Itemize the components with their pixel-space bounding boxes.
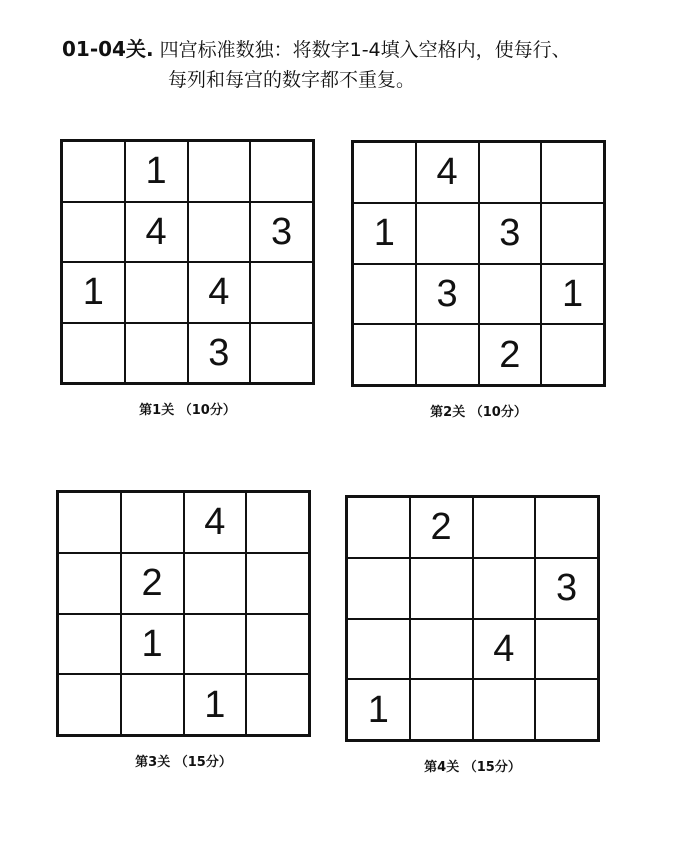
grid-cell[interactable] <box>479 142 542 203</box>
grid-cell[interactable]: 4 <box>473 619 536 680</box>
grid-cell[interactable] <box>416 324 479 385</box>
grid-cell[interactable]: 2 <box>121 553 184 614</box>
grid-cell[interactable] <box>250 323 313 384</box>
grid-cell[interactable] <box>541 142 604 203</box>
grid-cell[interactable] <box>410 619 473 680</box>
grid-cell[interactable]: 2 <box>410 497 473 558</box>
grid-cell[interactable] <box>58 492 121 553</box>
grid-cell[interactable] <box>250 141 313 202</box>
grid-cell[interactable]: 2 <box>479 324 542 385</box>
grid-cell[interactable] <box>479 264 542 325</box>
puzzle-1 <box>60 139 315 418</box>
grid-cell[interactable] <box>353 142 416 203</box>
grid-cell[interactable] <box>250 262 313 323</box>
level-range: 01-04关. <box>62 37 154 61</box>
grid-cell[interactable] <box>541 324 604 385</box>
grid-cell[interactable] <box>184 614 247 675</box>
grid-cell[interactable] <box>246 553 309 614</box>
instructions-line-2 <box>62 65 662 95</box>
grid-cell[interactable]: 1 <box>184 674 247 735</box>
grid-cell[interactable] <box>541 203 604 264</box>
grid-cell[interactable] <box>62 141 125 202</box>
grid-cell[interactable] <box>188 202 251 263</box>
grid-cell[interactable] <box>58 614 121 675</box>
grid-cell[interactable] <box>347 497 410 558</box>
grid-cell[interactable] <box>62 323 125 384</box>
puzzle-caption: 第1关 （10分） <box>139 403 236 418</box>
grid-cell[interactable] <box>246 492 309 553</box>
grid-cell[interactable] <box>535 619 598 680</box>
grid-cell[interactable] <box>246 614 309 675</box>
grid-cell[interactable]: 1 <box>121 614 184 675</box>
grid-cell[interactable] <box>125 262 188 323</box>
grid-cell[interactable] <box>535 497 598 558</box>
grid-cell[interactable]: 3 <box>188 323 251 384</box>
grid-cell[interactable]: 4 <box>184 492 247 553</box>
puzzle-caption: 第2关 （10分） <box>430 405 527 420</box>
grid-cell[interactable]: 3 <box>416 264 479 325</box>
instructions-header <box>62 34 662 95</box>
instructions-text-2: 每列和每宫的数字都不重复。 <box>168 69 416 91</box>
grid-cell[interactable]: 4 <box>125 202 188 263</box>
instructions-text-1: 四宫标准数独：将数字1-4填入空格内，使每行、 <box>159 39 571 61</box>
grid-cell[interactable] <box>184 553 247 614</box>
grid-cell[interactable] <box>353 324 416 385</box>
sudoku-grid <box>345 495 600 742</box>
grid-cell[interactable] <box>58 674 121 735</box>
grid-cell[interactable] <box>188 141 251 202</box>
grid-cell[interactable] <box>473 679 536 740</box>
instructions-line-1 <box>62 34 662 65</box>
grid-cell[interactable] <box>246 674 309 735</box>
puzzle-4 <box>345 495 600 775</box>
sudoku-grid <box>60 139 315 385</box>
grid-cell[interactable] <box>535 679 598 740</box>
grid-cell[interactable] <box>347 558 410 619</box>
puzzle-3 <box>56 490 311 770</box>
puzzle-2 <box>351 140 606 420</box>
sudoku-grid <box>351 140 606 387</box>
grid-cell[interactable]: 1 <box>347 679 410 740</box>
grid-cell[interactable] <box>125 323 188 384</box>
grid-cell[interactable]: 1 <box>125 141 188 202</box>
grid-cell[interactable] <box>347 619 410 680</box>
puzzle-caption: 第3关 （15分） <box>135 755 232 770</box>
grid-cell[interactable] <box>410 679 473 740</box>
grid-cell[interactable] <box>473 558 536 619</box>
grid-cell[interactable]: 3 <box>535 558 598 619</box>
grid-cell[interactable]: 1 <box>62 262 125 323</box>
puzzle-caption: 第4关 （15分） <box>424 760 521 775</box>
grid-cell[interactable] <box>473 497 536 558</box>
grid-cell[interactable]: 4 <box>188 262 251 323</box>
grid-cell[interactable] <box>353 264 416 325</box>
grid-cell[interactable]: 1 <box>353 203 416 264</box>
grid-cell[interactable] <box>416 203 479 264</box>
grid-cell[interactable]: 3 <box>250 202 313 263</box>
grid-cell[interactable] <box>121 492 184 553</box>
grid-cell[interactable] <box>121 674 184 735</box>
grid-cell[interactable] <box>62 202 125 263</box>
grid-cell[interactable] <box>58 553 121 614</box>
grid-cell[interactable]: 4 <box>416 142 479 203</box>
sudoku-grid <box>56 490 311 737</box>
grid-cell[interactable] <box>410 558 473 619</box>
grid-cell[interactable]: 1 <box>541 264 604 325</box>
grid-cell[interactable]: 3 <box>479 203 542 264</box>
